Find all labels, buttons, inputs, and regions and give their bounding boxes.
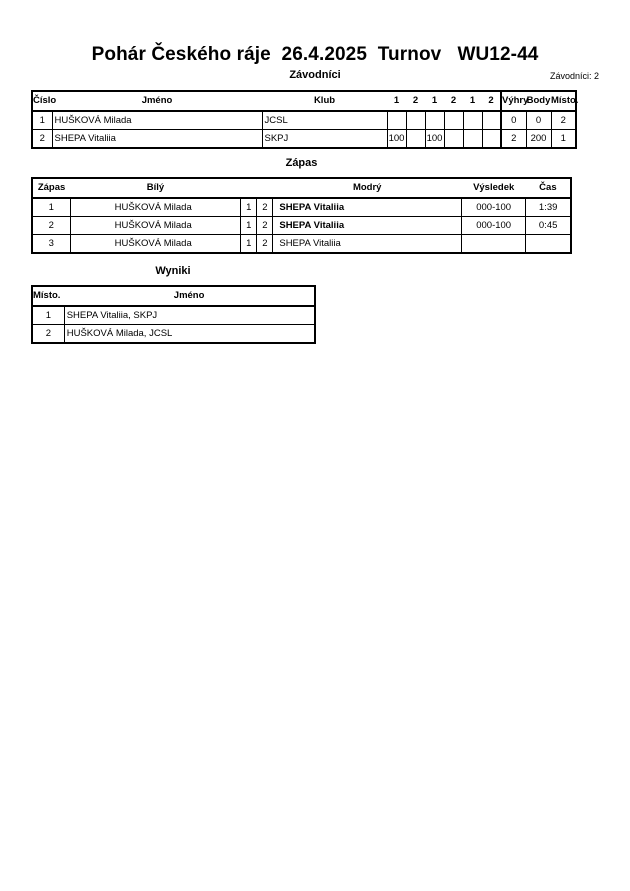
match-time [526, 235, 571, 254]
matches-heading: Zápas [285, 157, 318, 169]
white-seed: 1 [241, 217, 257, 235]
col-round-6: 2 [482, 91, 501, 111]
blue-competitor: SHEPA Vitaliia [273, 217, 462, 235]
result-place: 1 [32, 306, 64, 325]
round-cell [406, 111, 425, 130]
competitor-club: SKPJ [262, 130, 387, 149]
col-round-1: 1 [387, 91, 406, 111]
competitor-name: SHEPA Vitaliia [52, 130, 262, 149]
col-match: Zápas [32, 178, 70, 198]
table-row [32, 198, 571, 217]
place-cell: 1 [551, 130, 576, 149]
round-cell [444, 130, 463, 149]
round-cell [482, 111, 501, 130]
matches-table [31, 177, 572, 254]
blue-seed: 2 [257, 235, 273, 254]
competitor-count: Závodníci: 2 [549, 71, 599, 81]
col-round-5: 1 [463, 91, 482, 111]
blue-competitor: SHEPA Vitaliia [273, 235, 462, 254]
match-result [462, 235, 526, 254]
round-cell: 100 [425, 130, 444, 149]
table-row [32, 306, 315, 325]
col-round-2: 2 [406, 91, 425, 111]
col-points: Body [526, 91, 551, 111]
place-cell: 2 [551, 111, 576, 130]
col-number: Číslo [32, 91, 52, 111]
round-cell [387, 111, 406, 130]
white-seed: 1 [241, 235, 257, 254]
competitor-number: 2 [32, 130, 52, 149]
match-time: 1:39 [526, 198, 571, 217]
col-wins: Výhry [501, 91, 526, 111]
round-cell [463, 130, 482, 149]
table-row [32, 217, 571, 235]
match-result: 000-100 [462, 217, 526, 235]
col-name: Jméno [52, 91, 262, 111]
col-white: Bílý [70, 178, 241, 198]
wins-cell: 0 [501, 111, 526, 130]
col-place: Místo. [551, 91, 576, 111]
col-spacer [241, 178, 257, 198]
match-number: 1 [32, 198, 70, 217]
blue-seed: 2 [257, 217, 273, 235]
competitor-club: JCSL [262, 111, 387, 130]
matches-header-row [32, 178, 571, 198]
points-cell: 0 [526, 111, 551, 130]
competitors-header-row [32, 91, 576, 111]
results-table [31, 285, 316, 344]
match-time: 0:45 [526, 217, 571, 235]
table-row [32, 235, 571, 254]
white-competitor: HUŠKOVÁ Milada [70, 217, 241, 235]
col-result: Výsledek [462, 178, 526, 198]
competitors-table [31, 90, 577, 149]
competitor-name: HUŠKOVÁ Milada [52, 111, 262, 130]
result-name: SHEPA Vitaliia, SKPJ [64, 306, 315, 325]
results-heading: Wyniki [155, 265, 191, 277]
result-name: HUŠKOVÁ Milada, JCSL [64, 325, 315, 344]
col-club: Klub [262, 91, 387, 111]
round-cell [444, 111, 463, 130]
competitor-number: 1 [32, 111, 52, 130]
match-number: 2 [32, 217, 70, 235]
col-blue: Modrý [273, 178, 462, 198]
col-name: Jméno [64, 286, 315, 306]
col-spacer [257, 178, 273, 198]
white-competitor: HUŠKOVÁ Milada [70, 198, 241, 217]
page-title: Pohár Českého ráje 26.4.2025 Turnov WU12-44 [91, 44, 539, 65]
round-cell [482, 130, 501, 149]
col-round-3: 1 [425, 91, 444, 111]
wins-cell: 2 [501, 130, 526, 149]
results-header-row [32, 286, 315, 306]
points-cell: 200 [526, 130, 551, 149]
competitors-heading: Závodníci [289, 69, 341, 81]
blue-competitor: SHEPA Vitaliia [273, 198, 462, 217]
round-cell: 100 [387, 130, 406, 149]
table-row [32, 111, 576, 130]
table-row [32, 325, 315, 344]
match-result: 000-100 [462, 198, 526, 217]
round-cell [425, 111, 444, 130]
table-row [32, 130, 576, 149]
col-time: Čas [526, 178, 571, 198]
white-competitor: HUŠKOVÁ Milada [70, 235, 241, 254]
white-seed: 1 [241, 198, 257, 217]
col-place: Místo. [32, 286, 64, 306]
col-round-4: 2 [444, 91, 463, 111]
round-cell [463, 111, 482, 130]
match-number: 3 [32, 235, 70, 254]
blue-seed: 2 [257, 198, 273, 217]
result-place: 2 [32, 325, 64, 344]
round-cell [406, 130, 425, 149]
